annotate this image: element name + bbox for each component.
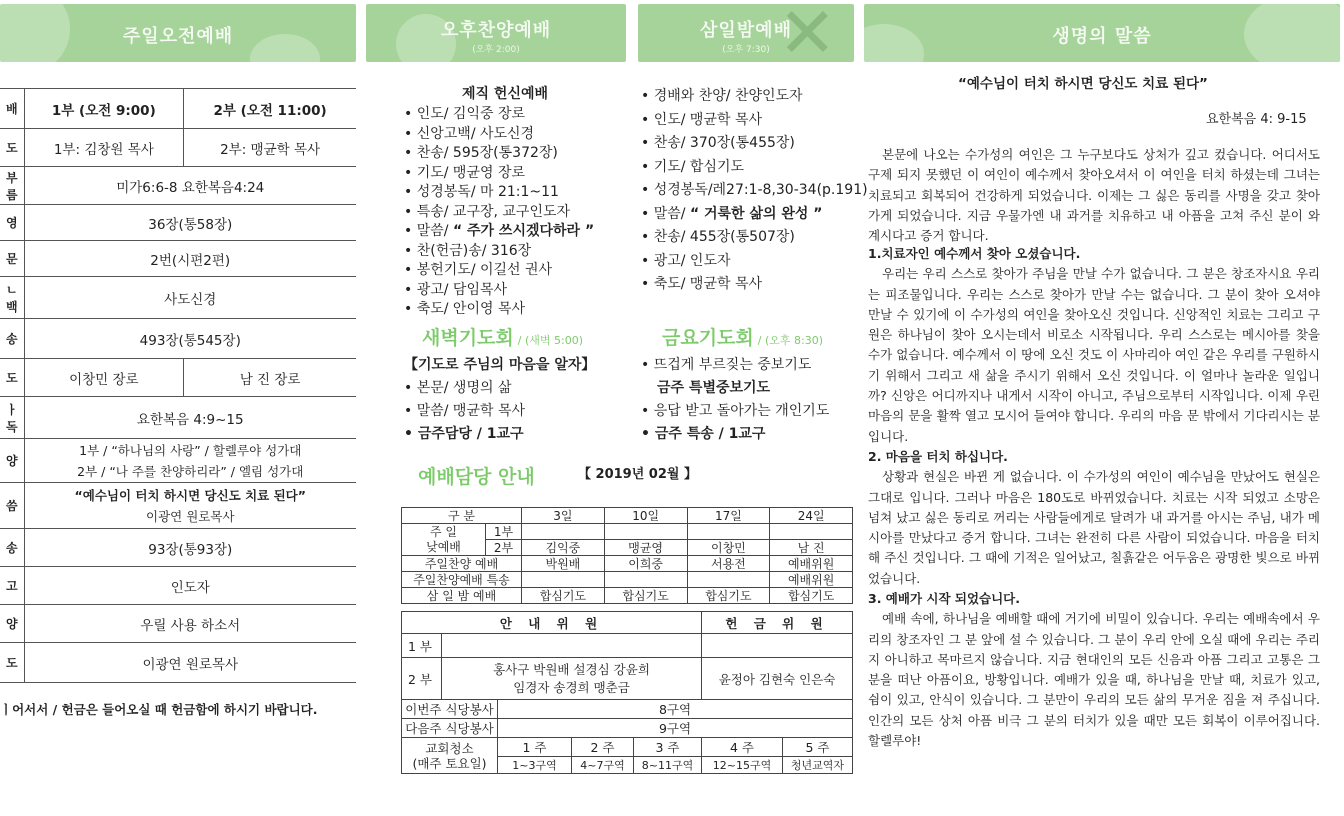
list-item: • 기도/ 맹균영 장로 [404,164,594,184]
table-row: 교회청소 (매주 토요일) 1 주 2 주 3 주 4 주 5 주 [402,738,853,757]
usher-table [401,611,853,774]
table-row: 구 분 3일 10일 17일 24일 [402,508,853,524]
table-row: 부름 미가6:6-8 요한복음4:24 [0,167,356,205]
list-item: • 말씀/ 맹균학 목사 [404,400,595,423]
duty-table [401,507,853,604]
table-row: 2 부 홍사구 박원배 설경심 강윤희 임경자 송경희 맹춘금 윤정아 김현숙 인은숙 [402,658,853,700]
sermon-reference: 요한복음 4: 9-15 [1206,112,1307,127]
sunday-service-table [0,88,356,683]
list-item: • 광고/ 인도자 [641,250,868,274]
banner-sunday-morning [0,4,356,62]
offering-note: ㅣ어서서 / 헌금은 들어오실 때 헌금함에 하시기 바랍니다. [0,702,318,717]
list-item: • 찬(헌금)송/ 316장 [404,242,594,262]
duty-guide-heading: 예배담당 안내 [418,466,535,488]
list-item: • 뜨겁게 부르짖는 중보기도 [641,354,829,377]
list-item: • 인도/ 맹균학 목사 [641,109,868,133]
sermon-section-1: 1.치료자인 예수께서 찾아 오셨습니다. 우리는 우리 스스로 찾아가 주님을 만날 수가 없습니다. 그 분은 창조자시요 우리는 피조물입니다. 우리는 스스로 찾아가 만날 수는 없습니다. 그 분이 찾아 오셔야 만날 수 있기에 이 수가성의 여인을 찾아오신 것입니다. 신앙적인 치료는 그리고 구원은 하나님이 찾아 오시는데서 비로소 시작됩니다. 우리 스스로는 메시아를 찾을 수가 없습니다. 예수께서 이 땅에 오신 것도 이 사마리아 여인 같은 우리를 구원하시기 위해서 그리고 새 삶을 주시기 위해서 오신 것입니다. 이 얼마나 놀라운 일입니까? 신앙은 어디까지나 내게서 시작이 아니고, 주님으로부터 시작입니다. 이제 우린 마음의 문을 활짝 열고 모시어 들여야 합니다. 우리의 마음 문 밖에서 기다리시는 분입니다. [868,246,1320,444]
table-row: 주일찬양 예배 박원배 이희중 서용전 예배위원 [402,556,853,572]
table-row: 송 93장(통93장) [0,529,356,567]
banner-title: 생명의 말씀 [1052,26,1152,47]
list-item: • 본문/ 생명의 삶 [404,377,595,400]
afternoon-order-list [404,105,594,320]
list-item: • 찬송/ 370장(통455장) [641,132,868,156]
table-row: 송 493장(통545장) [0,319,356,359]
cross-icon: ✕ [778,4,837,62]
list-item: • 축도/ 안이영 목사 [404,300,594,320]
list-item: • 응답 받고 돌아가는 개인기도 [641,400,829,423]
list-item: • 경배와 찬양/ 찬양인도자 [641,85,868,109]
table-row: ㄴ백 사도신경 [0,277,356,319]
table-row: 주일찬양예배 특송 예배위원 [402,572,853,588]
friday-prayer-list [641,354,829,446]
table-row: 도 1부: 김창원 목사 2부: 맹균학 목사 [0,129,356,167]
list-item: • 찬송/ 455장(통507장) [641,226,868,250]
table-row: 배 1부 (오전 9:00) 2부 (오전 11:00) [0,89,356,129]
table-row: 도 이광연 원로목사 [0,643,356,683]
table-row: 이번주 식당봉사 8구역 [402,700,853,719]
banner-subtitle: (오후 7:30) [722,45,770,55]
sermon-intro: 본문에 나오는 수가성의 여인은 그 누구보다도 상처가 깊고 컸습니다. 어디서도 구제 되지 못했던 이 여인이 예수께서 찾아오셔서 이 여인을 터치 하셨는데 그녀는 치료되고 회복되어 건강하게 되었습니다. 이제는 그 싫은 동리를 사명을 갖고 찾아 가게 되었습니다. 지금 우물가엔 내 과거를 치유하고 내 아픔을 고쳐 주신 분이 와 계시다고 증거 합니다. [868,147,1320,244]
sermon-section-2: 2. 마음을 터치 하십니다. 상황과 현실은 바뀐 게 없습니다. 이 수가성의 여인이 예수님을 만났어도 현실은 그대로 입니다. 그러나 마음은 180도로 바뀌었습니다. 치료는 시작 되었고 소망은 넘쳐 났고 싫은 동리로 꺼리는 사람들에게로 달려가 내 과거를 아시는 주님, 내가 메시아를 만났다고 증거 합니다. 그녀는 완전히 다른 사람이 되었습니다. 마음을 터치해 주신 것입니다. 그 때에 기적은 일어났고, 칠흙같은 어두움은 광명한 빛으로 바뀌었습니다. [868,449,1320,586]
list-item: • 금주담당 / 1교구 [404,423,595,446]
list-item: 【기도로 주님의 마음을 알자】 [404,357,596,373]
list-item: • 말씀/ “ 거룩한 삶의 완성 ” [641,203,868,227]
list-item: • 봉헌기도/ 이길선 권사 [404,261,594,281]
list-item: • 말씀/ “ 주가 쓰시겠다하라 ” [404,222,594,242]
list-item: • 인도/ 김익중 장로 [404,105,594,125]
table-row: 양 우릴 사용 하소서 [0,605,356,643]
afternoon-heading: 제직 헌신예배 [462,86,549,102]
friday-prayer-heading: 금요기도회 / (오후 8:30) [662,327,824,349]
table-row: 1~3구역 4~7구역 8~11구역 12~15구역 청년교역자 [402,757,853,774]
table-row: 다음주 식당봉사 9구역 [402,719,853,738]
list-item: • 축도/ 맹균학 목사 [641,273,868,297]
table-row: 삼 일 밤 예배 합심기도 합심기도 합심기도 합심기도 [402,588,853,604]
table-row: 씀 “예수님이 터치 하시면 당신도 치료 된다” 이광연 원로목사 [0,483,356,529]
table-row: 1 부 [402,634,853,658]
banner-wednesday [638,4,854,62]
dawn-prayer-heading: 새벽기도회 / (새벽 5:00) [422,327,584,349]
table-row: 고 인도자 [0,567,356,605]
banner-title: 삼일밤예배 [700,20,792,41]
table-row: 영 36장(통58장) [0,205,356,241]
list-item: • 신앙고백/ 사도신경 [404,125,594,145]
table-row: 안 내 위 원 헌 금 위 원 [402,612,853,634]
table-row: 양 1부 / “하나님의 사랑” / 할렐루야 성가대 2부 / “나 주를 찬양하리라” / 엘림 성가대 [0,439,356,483]
table-row: 2부 김익중 맹균영 이창민 남 진 [402,540,853,556]
table-row: 문 2번(시편2편) [0,241,356,277]
banner-subtitle: (오후 2:00) [472,45,520,55]
table-row: 도 이창민 장로 남 진 장로 [0,359,356,397]
banner-word-of-life [864,4,1340,62]
section-heading: 2. 마음을 터치 하십니다. [868,449,1008,464]
section-heading: 3. 예배가 시작 되었습니다. [868,591,1021,606]
sermon-title: “예수님이 터치 하시면 당신도 치료 된다” [958,76,1208,92]
wednesday-order-list [641,85,868,297]
banner-title: 오후찬양예배 [440,20,552,41]
list-item: • 금주 특송 / 1교구 [641,423,829,446]
list-item: 금주 특별중보기도 [657,380,771,396]
table-row: 주 일 낮예배 1부 [402,524,853,540]
duty-guide-month: 【 2019년 02월 】 [578,467,697,482]
list-item: • 기도/ 합심기도 [641,156,868,180]
list-item: • 성경봉독/ 마 21:1~11 [404,183,594,203]
section-heading: 1.치료자인 예수께서 찾아 오셨습니다. [868,246,1081,261]
list-item: • 특송/ 교구장, 교구인도자 [404,203,594,223]
list-item: • 찬송/ 595장(통372장) [404,144,594,164]
list-item: • 광고/ 담임목사 [404,281,594,301]
banner-afternoon [366,4,626,62]
sermon-section-3: 3. 예배가 시작 되었습니다. 예배 속에, 하나님을 예배할 때에 거기에 비밀이 있습니다. 우리는 예배속에서 우리의 창조자인 그 분 앞에 설 수 있습니다. 그 분이 우리 안에 오실 때에 우리는 주리지 아니하고 목마르지 않습니다. 지금 현대인의 모든 신음과 아픔 그리고 고통은 그 분을 떠난 아픔이요, 방황입니다. 예배가 있을 때, 하나님을 만날 때, 치료가 있고, 쉼이 있고, 안식이 있습니다. 그 분만이 우리의 모든 삶의 무거운 짐을 져 주십니다. 인간의 모든 상처 아픔 비극 그 분의 터치가 있을 때만 모든 회복이 이루어집니다. 할렐루야! [868,591,1320,749]
banner-title: 주일오전예배 [122,26,234,47]
list-item: • 성경봉독/레27:1-8,30-34(p.191) [641,179,868,203]
dawn-prayer-list [404,354,595,446]
table-row: ㅏ독 요한복음 4:9~15 [0,397,356,439]
